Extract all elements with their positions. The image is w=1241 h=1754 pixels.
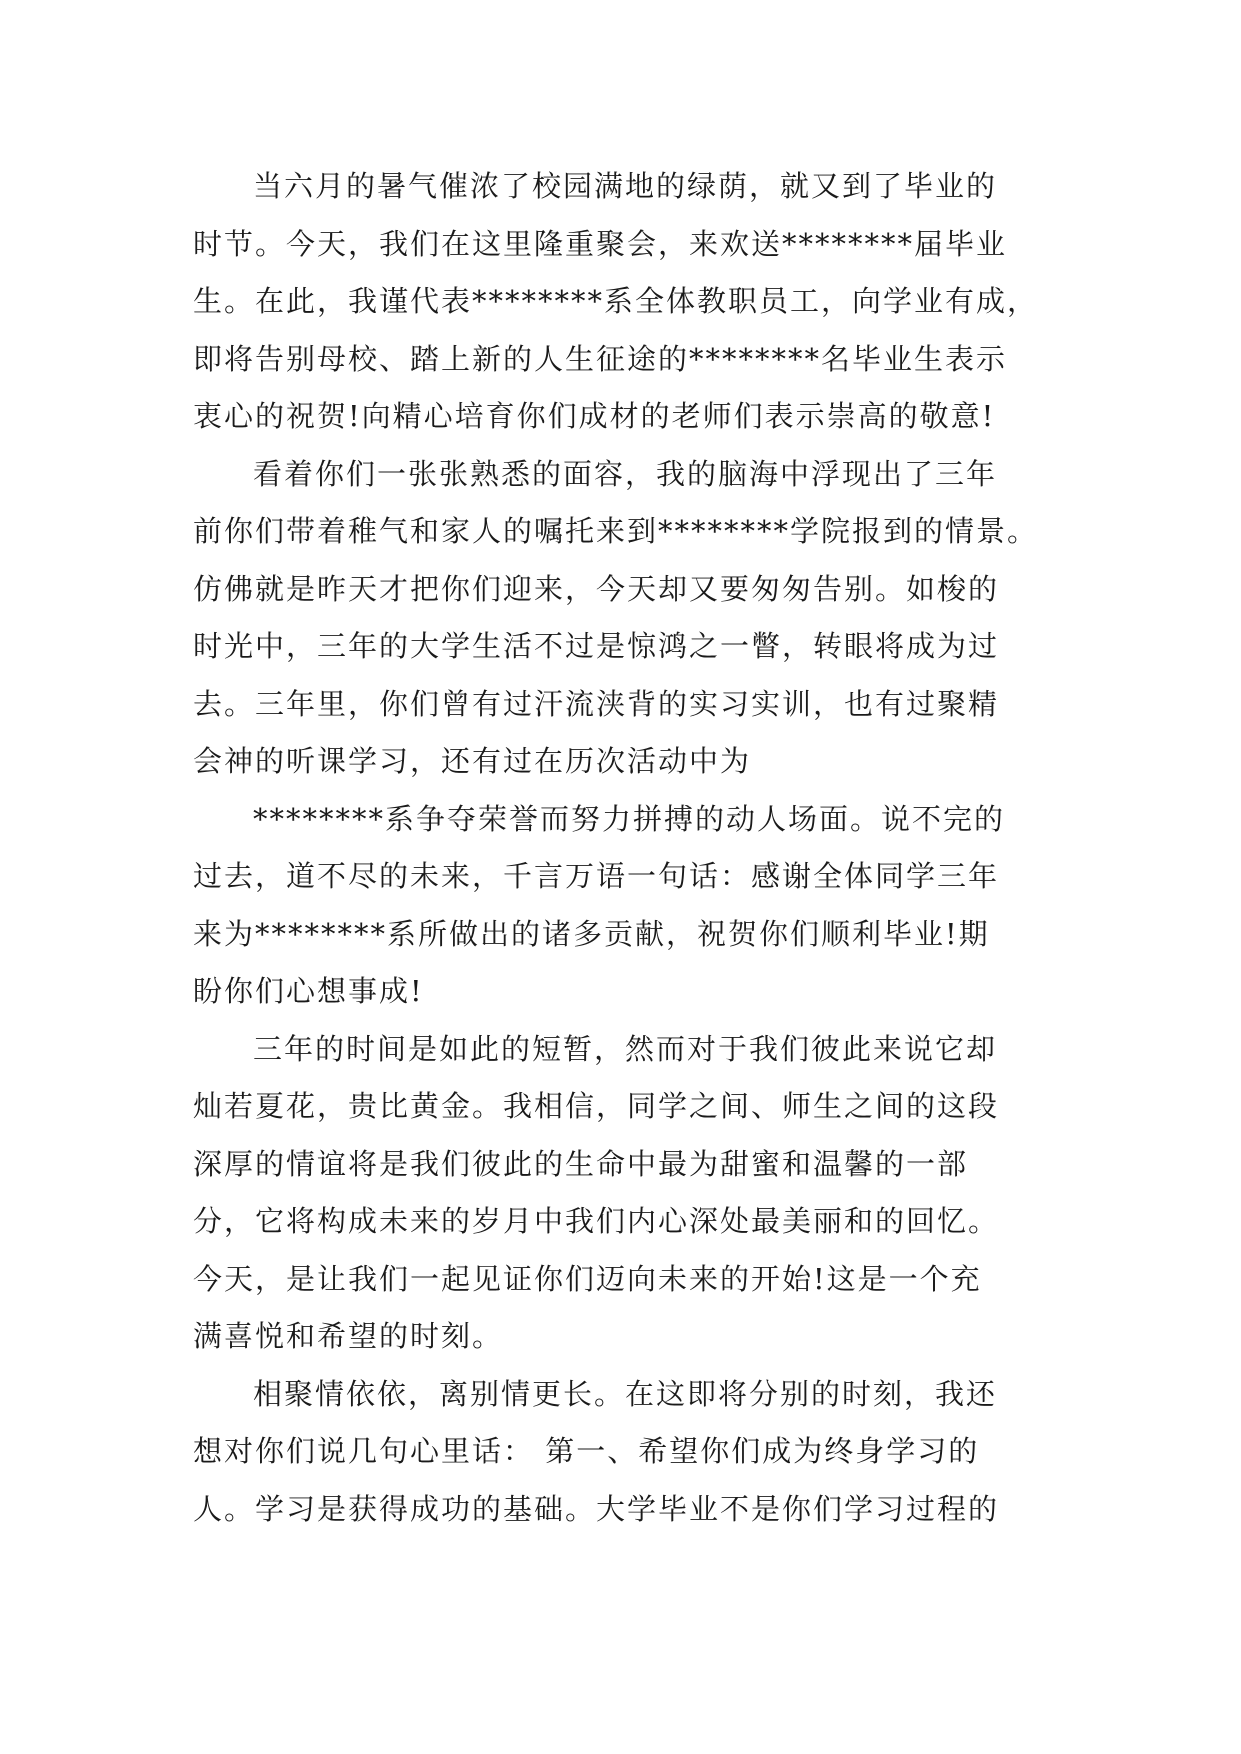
text-line: 当六月的暑气催浓了校园满地的绿荫，就又到了毕业的 — [253, 169, 998, 203]
text-line: 今天，是让我们一起见证你们迈向未来的开始!这是一个充 — [193, 1261, 982, 1296]
text-line: 会神的听课学习，还有过在历次活动中为 — [193, 744, 752, 778]
text-line: 相聚情依依，离别情更长。在这即将分别的时刻，我还 — [253, 1376, 998, 1411]
text-line: 人。学习是获得成功的基础。大学毕业不是你们学习过程的 — [193, 1491, 1000, 1526]
document-body — [193, 158, 1059, 1538]
text-line: 前你们带着稚气和家人的嘱托来到********学院报到的情景。 — [193, 514, 1039, 548]
text-line: 时节。今天，我们在这里隆重聚会，来欢送********届毕业 — [193, 226, 1008, 261]
text-line: 仿佛就是昨天才把你们迎来，今天却又要匆匆告别。如梭的 — [193, 571, 1000, 606]
text-line: 盼你们心想事成! — [193, 974, 424, 1008]
text-line: 想对你们说几句心里话： 第一、希望你们成为终身学习的 — [193, 1434, 980, 1468]
text-line: 分，它将构成未来的岁月中我们内心深处最美丽和的回忆。 — [193, 1204, 1000, 1238]
text-line: 三年的时间是如此的短暂，然而对于我们彼此来说它却 — [253, 1031, 998, 1066]
text-line: 来为********系所做出的诸多贡献，祝贺你们顺利毕业!期 — [193, 916, 990, 951]
text-line: 生。在此，我谨代表********系全体教职员工，向学业有成， — [193, 284, 1039, 318]
text-line: 深厚的情谊将是我们彼此的生命中最为甜蜜和温馨的一部 — [193, 1146, 969, 1181]
text-line: 满喜悦和希望的时刻。 — [193, 1319, 504, 1353]
text-line: 看着你们一张张熟悉的面容，我的脑海中浮现出了三年 — [253, 456, 998, 491]
text-line: 衷心的祝贺!向精心培育你们成材的老师们表示崇高的敬意! — [193, 399, 996, 433]
text-line: 灿若夏花，贵比黄金。我相信，同学之间、师生之间的这段 — [193, 1089, 1000, 1123]
text-line: 去。三年里，你们曾有过汗流浃背的实习实训，也有过聚精 — [193, 686, 1000, 721]
text-line: ********系争夺荣誉而努力拼搏的动人场面。说不完的 — [253, 801, 1006, 836]
text-line: 过去，道不尽的未来，千言万语一句话：感谢全体同学三年 — [193, 859, 1000, 893]
text-line: 时光中，三年的大学生活不过是惊鸿之一瞥，转眼将成为过 — [193, 629, 1000, 663]
text-line: 即将告别母校、踏上新的人生征途的********名毕业生表示 — [193, 341, 1008, 376]
